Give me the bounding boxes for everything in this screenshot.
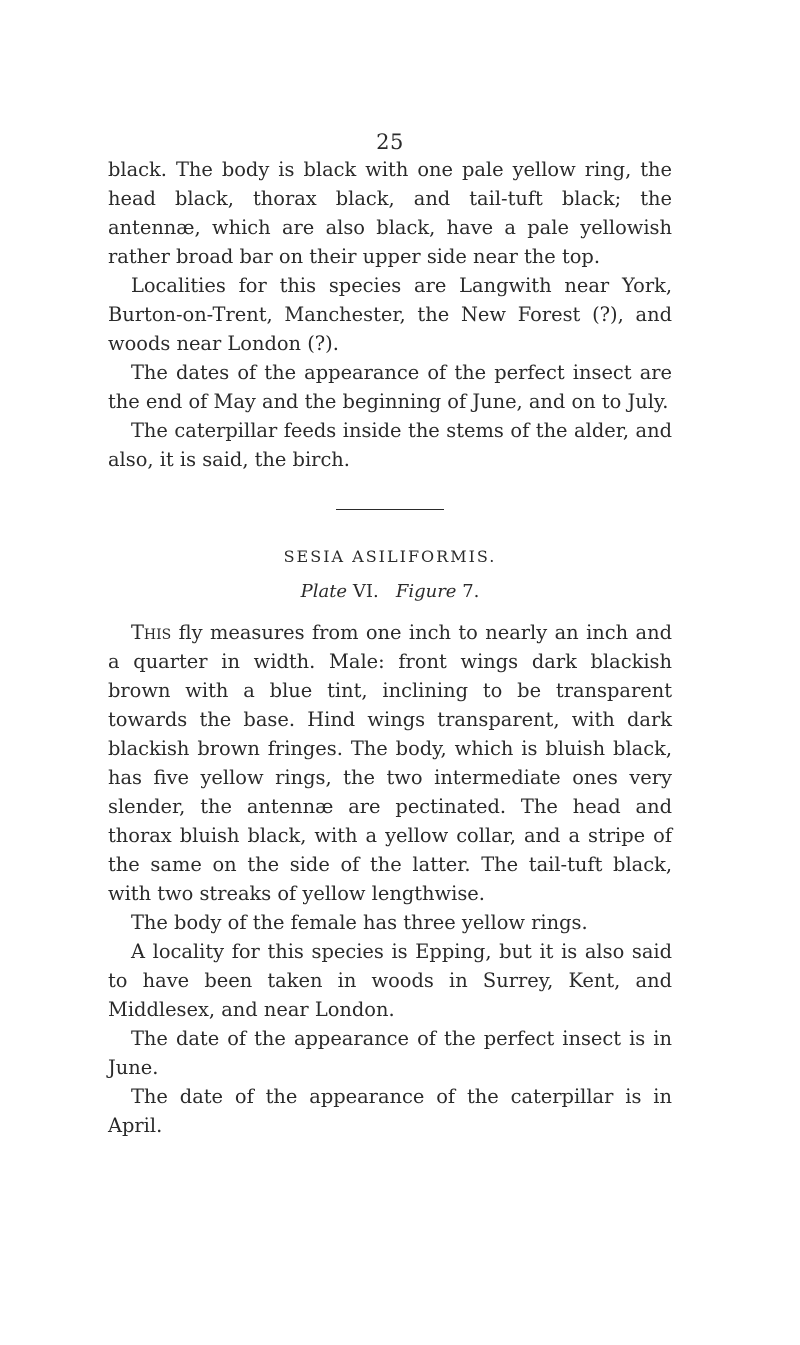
plate-number: VI. — [352, 581, 379, 602]
paragraph-description — [108, 618, 672, 908]
plate-reference — [108, 577, 672, 606]
figure-label: Figure — [395, 581, 457, 602]
plate-label: Plate — [300, 581, 348, 602]
paragraph-locality: A locality for this species is Epping, but it is also said to have been taken in woods in Surrey, Kent, and Middlesex, and near London. — [108, 940, 672, 1021]
paragraph-dates: The dates of the appearance of the perfect insect are the end of May and the beginning of June, and on to July. — [108, 361, 672, 413]
body-text — [108, 155, 672, 1140]
paragraph-caterpillar: The caterpillar feeds inside the stems of the alder, and also, it is said, the birch. — [108, 419, 672, 471]
paragraph-insect-date: The date of the appearance of the perfect insect is in June. — [108, 1027, 672, 1079]
paragraph-female: The body of the female has three yellow rings. — [131, 911, 588, 934]
page-number: 25 — [376, 130, 404, 154]
section-divider — [336, 509, 444, 510]
description-text: fly measures from one inch to nearly an inch and a quarter in width. Male: front wings dark blackish brown with a blue tint, inclining to be transparent towards the base. Hind wings transparent, with dark blackish brown fringes. The body, which is bluish black, has five yellow rings, the two intermediate ones very slender, the antennæ are pectinated. The head and thorax bluish black, with a yellow collar, and a stripe of the same on the side of the latter. The tail-tuft black, with two streaks of yellow lengthwise. — [108, 621, 672, 905]
paragraph-caterpillar-date: The date of the appearance of the caterpillar is in April. — [108, 1085, 672, 1137]
species-heading: SESIA ASILIFORMIS. — [283, 547, 497, 566]
figure-number: 7. — [462, 581, 480, 602]
paragraph-localities: Localities for this species are Langwith near York, Burton-on-Trent, Manchester, the New Forest (?), and woods near London (?). — [108, 274, 672, 355]
paragraph-continuation: black. The body is black with one pale yellow ring, the head black, thorax black, and tail-tuft black; the antennæ, which are also black, have a pale yellowish rather broad bar on their upper side near the top. — [108, 158, 672, 268]
lead-word: This — [131, 621, 172, 644]
